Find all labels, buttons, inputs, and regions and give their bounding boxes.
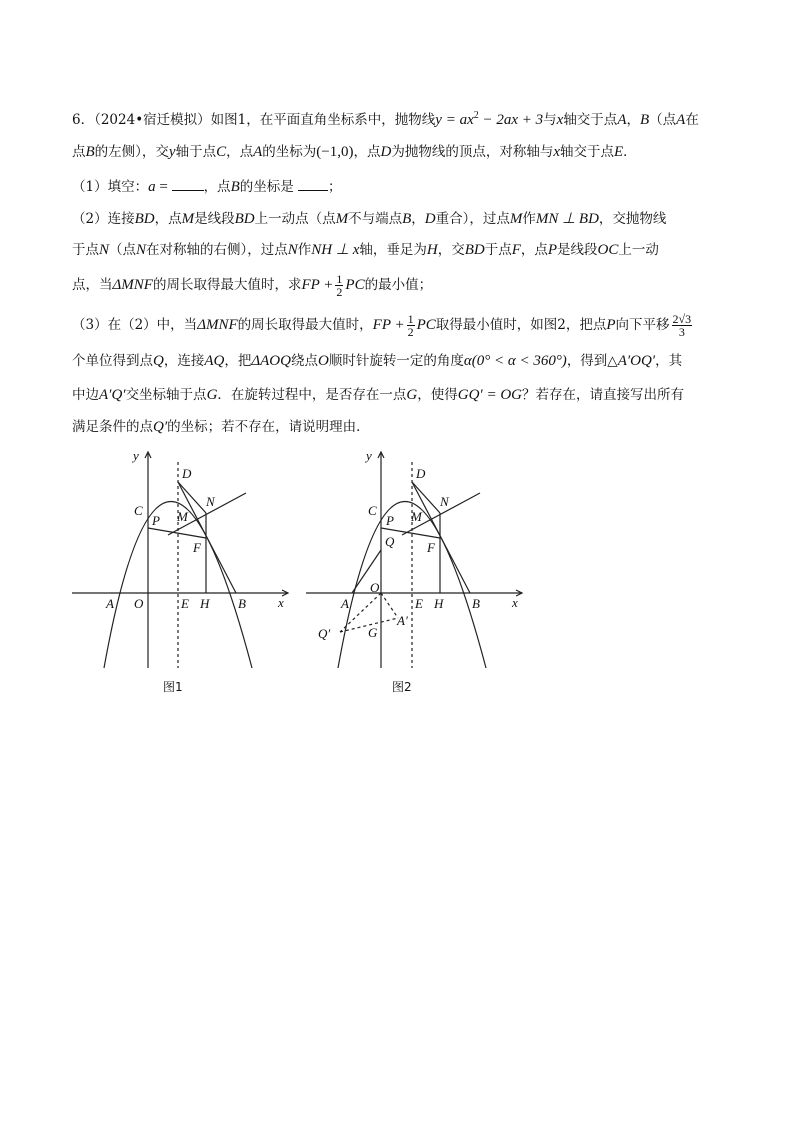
text: 于点 (484, 242, 512, 258)
var: MN ⊥ BD (535, 211, 599, 227)
text: ．在旋转过程中，是否存在一点 (217, 387, 407, 403)
text: ． (623, 144, 637, 160)
label-O: O (370, 580, 380, 595)
figure-2-caption: 图2 (392, 680, 412, 694)
problem-number: 6． (72, 112, 95, 128)
var: N (99, 242, 110, 258)
var: B (402, 211, 412, 227)
var: BD (464, 242, 485, 258)
var: M (181, 211, 195, 227)
text: 于点 (72, 242, 99, 258)
text: 轴交于点 (560, 144, 614, 160)
part-2-line-1 (72, 209, 666, 229)
part-3-line-1 (72, 310, 694, 340)
answer-blank-b[interactable] (298, 176, 328, 191)
var: ΔMNF (112, 277, 153, 293)
text: 如图1，在平面直角坐标系中，抛物线 (210, 112, 436, 128)
text: 顺时针旋转一定的角度 (328, 353, 464, 369)
var: OC (597, 242, 619, 258)
text: ，点 (353, 144, 381, 160)
label-D: D (182, 466, 192, 481)
text: 向下平移 (615, 317, 670, 333)
figure-1 (66, 446, 296, 676)
label-A: A (106, 596, 114, 611)
label-O: O (134, 596, 144, 611)
figure-1-caption: 图1 (163, 680, 183, 694)
var: FP + (372, 317, 405, 333)
text: 为抛物线的顶点，对称轴与 (391, 144, 554, 160)
text: = (155, 179, 172, 195)
text: 是线段 (194, 211, 235, 227)
part-2-line-3 (72, 270, 432, 300)
label-F: F (193, 540, 201, 555)
var: FP + (301, 277, 334, 293)
segment-OA2 (381, 593, 398, 618)
text: 的周长取得最大值时， (237, 317, 373, 333)
part-3-line-4 (72, 417, 370, 437)
label-x: x (278, 595, 284, 610)
label-B: B (472, 596, 480, 611)
text: （2）连接 (72, 211, 135, 227)
figure-2 (300, 446, 530, 676)
fraction-half: $\frac{1}{2}$ (336, 272, 343, 299)
text: ，点 (226, 144, 254, 160)
var: D (380, 144, 392, 160)
problem-line-1 (72, 106, 699, 130)
label-C: C (368, 503, 377, 518)
text: 作 (522, 211, 536, 227)
part-3-line-2 (72, 351, 682, 371)
var: BD (234, 211, 255, 227)
var: E (614, 144, 624, 160)
text: ，点 (203, 179, 231, 195)
var: D (424, 211, 436, 227)
text: ，把 (224, 353, 252, 369)
var: N (287, 242, 298, 258)
var: α(0° < α < 360°) (463, 353, 567, 369)
var: ΔAOQ (251, 353, 291, 369)
var: F (511, 242, 521, 258)
answer-blank-a[interactable] (172, 176, 204, 191)
label-x: x (512, 595, 518, 610)
text: ， (411, 211, 425, 227)
label-B: B (238, 596, 246, 611)
text: 重合），过点 (435, 211, 510, 227)
label-C: C (134, 503, 143, 518)
var: AQ (204, 353, 225, 369)
var: C (216, 144, 227, 160)
label-D: D (416, 466, 426, 481)
text: 作 (297, 242, 312, 258)
text: 个单位得到点 (72, 353, 153, 369)
var: P (606, 317, 616, 333)
text: 轴，垂足为 (359, 242, 427, 258)
text: ，得到△ (566, 353, 618, 369)
var: Q (153, 353, 164, 369)
var: ΔMNF (197, 317, 238, 333)
text: 的周长取得最大值时，求 (152, 277, 302, 293)
var: A′Q′ (99, 387, 126, 403)
part-2-line-2 (72, 240, 659, 260)
var: N (136, 242, 147, 258)
text: 点 (72, 144, 86, 160)
text: 满足条件的点 (72, 419, 153, 435)
text: 上一动点（点 (254, 211, 336, 227)
var: O (317, 353, 329, 369)
var: M (335, 211, 349, 227)
part-1 (72, 176, 342, 197)
var: PC (345, 277, 365, 293)
text: （点 (109, 242, 137, 258)
text: 取得最小值时，如图2，把点 (435, 317, 607, 333)
text: ，其 (655, 353, 683, 369)
label-M: M (411, 509, 422, 524)
label-F: F (427, 540, 435, 555)
var: B (639, 112, 650, 128)
text: ，使得 (417, 387, 458, 403)
text: ，连接 (163, 353, 205, 369)
label-E: E (415, 596, 423, 611)
label-y: y (366, 448, 372, 463)
text: ， (626, 112, 640, 128)
text: 是线段 (557, 242, 598, 258)
label-E: E (181, 596, 189, 611)
text: 轴于点 (175, 144, 217, 160)
text: ； (328, 179, 342, 195)
label-y: y (133, 448, 139, 463)
var: H (426, 242, 438, 258)
text: 中边 (72, 387, 99, 403)
label-G: G (368, 625, 378, 640)
text: （点 (649, 112, 677, 128)
var: P (547, 242, 558, 258)
var: a (148, 179, 156, 195)
var: Q′ (153, 419, 168, 435)
var: x (553, 144, 560, 160)
text: 点，当 (72, 277, 113, 293)
text: 与 (543, 112, 557, 128)
var: G (406, 387, 418, 403)
var: G (206, 387, 218, 403)
label-P: P (386, 513, 394, 528)
var: y (168, 144, 176, 160)
var: B (230, 179, 240, 195)
text: 的左侧），交 (94, 144, 169, 160)
text: ，交抛物线 (598, 211, 667, 227)
fraction-half: $\frac{1}{2}$ (407, 312, 414, 339)
label-N: N (440, 494, 449, 509)
text: 在 (685, 112, 699, 128)
text: （1）填空： (72, 179, 149, 195)
text: 轴交于点 (563, 112, 618, 128)
text: 的坐标是 (239, 179, 294, 195)
fraction-shift: $\frac{2√3}{3}$ (672, 312, 692, 339)
var: NH ⊥ x (311, 242, 360, 258)
var: A′OQ′ (617, 353, 656, 369)
var: A (676, 112, 686, 128)
text: ，点 (520, 242, 548, 258)
parabola-equation: $y = ax^2 - 2ax + 3$ (435, 110, 544, 128)
text: （3）在（2）中，当 (72, 317, 198, 333)
var: x (556, 112, 564, 128)
var: B (85, 144, 95, 160)
text: 在对称轴的右侧），过点 (146, 242, 288, 258)
text: 的最小值； (364, 277, 433, 293)
problem-source: （2024•宿迁模拟） (94, 112, 211, 128)
coordinate: (−1,0) (316, 144, 354, 160)
var: BD (134, 211, 155, 227)
text: 不与端点 (348, 211, 403, 227)
label-H: H (434, 596, 444, 611)
var: A (617, 112, 627, 128)
label-Q-prime: Q′ (318, 626, 331, 641)
label-A-prime: A′ (397, 613, 408, 628)
text: 交坐标轴于点 (125, 387, 207, 403)
label-P: P (152, 513, 160, 528)
label-A: A (341, 596, 349, 611)
var: GQ′ = OG (457, 387, 522, 403)
label-H: H (200, 596, 210, 611)
text: 绕点 (290, 353, 318, 369)
label-N: N (206, 494, 215, 509)
var: A (253, 144, 263, 160)
var: PC (416, 317, 436, 333)
text: 上一动 (618, 242, 659, 258)
text: ，交 (437, 242, 465, 258)
label-M: M (177, 509, 188, 524)
label-Q: Q (385, 534, 395, 549)
text: 的坐标为 (262, 144, 317, 160)
problem-line-2 (72, 142, 637, 162)
text: ，点 (154, 211, 182, 227)
text: ？若存在，请直接写出所有 (521, 387, 684, 403)
part-3-line-3 (72, 385, 684, 405)
text: 的坐标；若不存在，请说明理由． (167, 419, 370, 435)
var: M (509, 211, 523, 227)
